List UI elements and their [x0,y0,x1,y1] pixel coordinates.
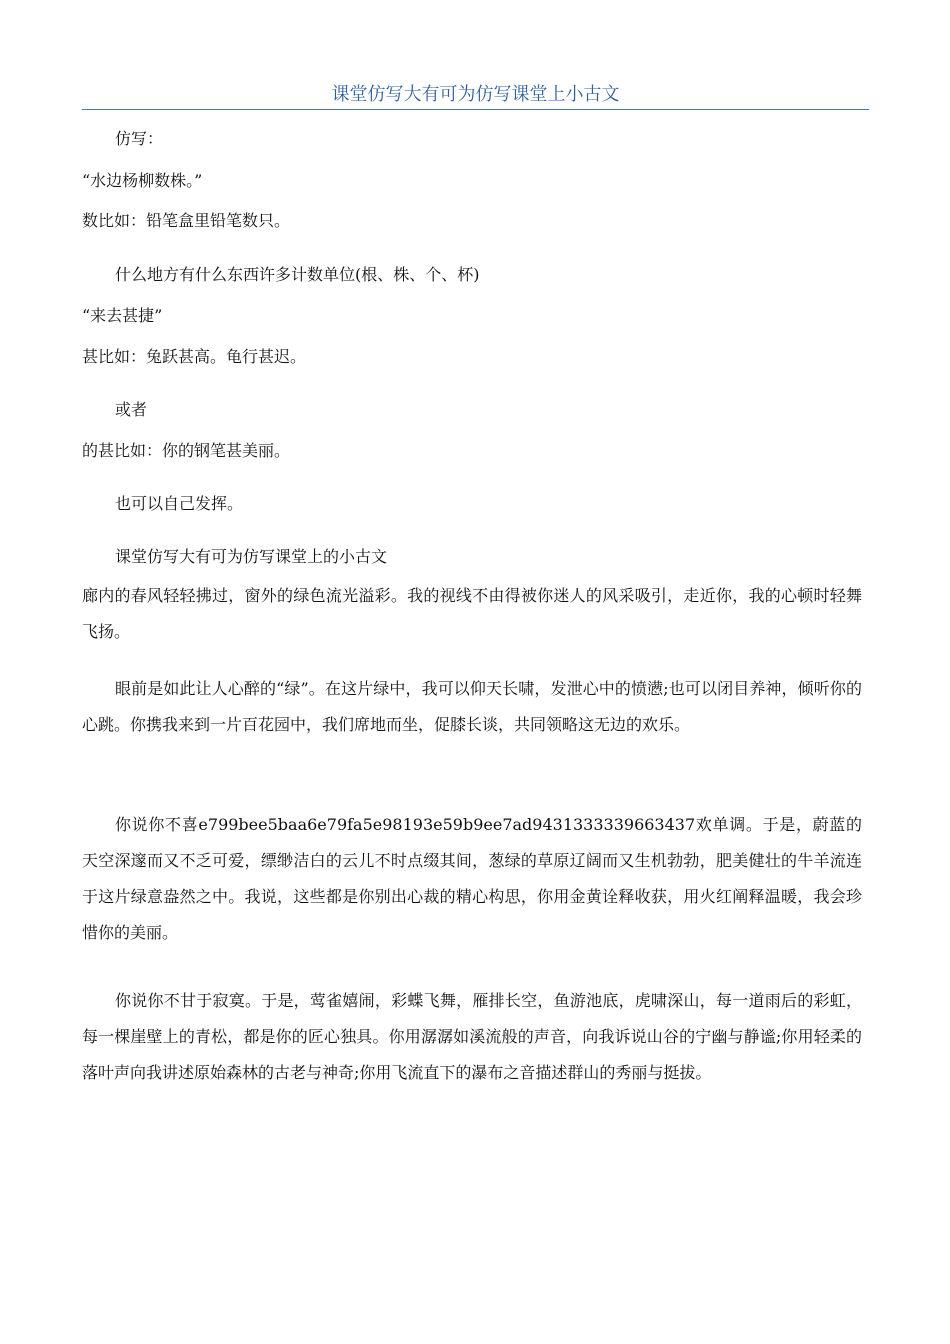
page-header-title: 课堂仿写大有可为仿写课堂上小古文 [331,84,620,105]
text-line: “水边杨柳数株。” [82,171,203,190]
text-line: 甚比如：兔跃甚高。龟行甚迟。 [82,347,307,366]
paragraph: 眼前是如此让人心醉的“绿”。在这片绿中，我可以仰天长啸，发泄心中的愤懑;也可以闭目养神，倾听你的心跳。你携我来到一片百花园中，我们席地而坐，促膝长谈，共同领略这无边的欢乐。 [82,679,862,734]
paragraph: 你说你不喜e799bee5baa6e79fa5e98193e59b9ee7ad9431333339663437欢单调。于是，蔚蓝的天空深邃而又不乏可爱，缥缈洁白的云儿不时点缀其间，葱绿的草原辽阔而又生机勃勃，肥美健壮的牛羊流连于这片绿意盎然之中。我说，这些都是你别出心裁的精心构思，你用金黄诠释收获，用火红阐释温暖，我会珍惜你的美丽。 [82,815,862,942]
header-divider [82,109,869,110]
paragraph: 你说你不甘于寂寞。于是，莺雀嬉闹，彩蝶飞舞，雁排长空，鱼游池底，虎啸深山，每一道雨后的彩虹，每一棵崖壁上的青松，都是你的匠心独具。你用潺潺如溪流般的声音，向我诉说山谷的宁幽与静谧;你用轻柔的落叶声向我讲述原始森林的古老与神奇;你用飞流直下的瀑布之音描述群山的秀丽与挺拔。 [82,991,862,1082]
text-line: 课堂仿写大有可为仿写课堂上的小古文 [115,547,388,566]
text-line: 什么地方有什么东西许多计数单位(根、株、个、杯) [115,265,480,284]
text-line: 或者 [115,400,148,419]
text-line: 数比如：铅笔盒里铅笔数只。 [82,211,291,230]
text-line: 仿写： [115,129,164,148]
text-line: “来去甚捷” [82,306,163,325]
text-line: 也可以自己发挥。 [115,494,244,513]
paragraph: 廊内的春风轻轻拂过，窗外的绿色流光溢彩。我的视线不由得被你迷人的风采吸引，走近你，我的心顿时轻舞飞扬。 [82,586,862,641]
text-line: 的甚比如：你的钢笔甚美丽。 [82,441,291,460]
